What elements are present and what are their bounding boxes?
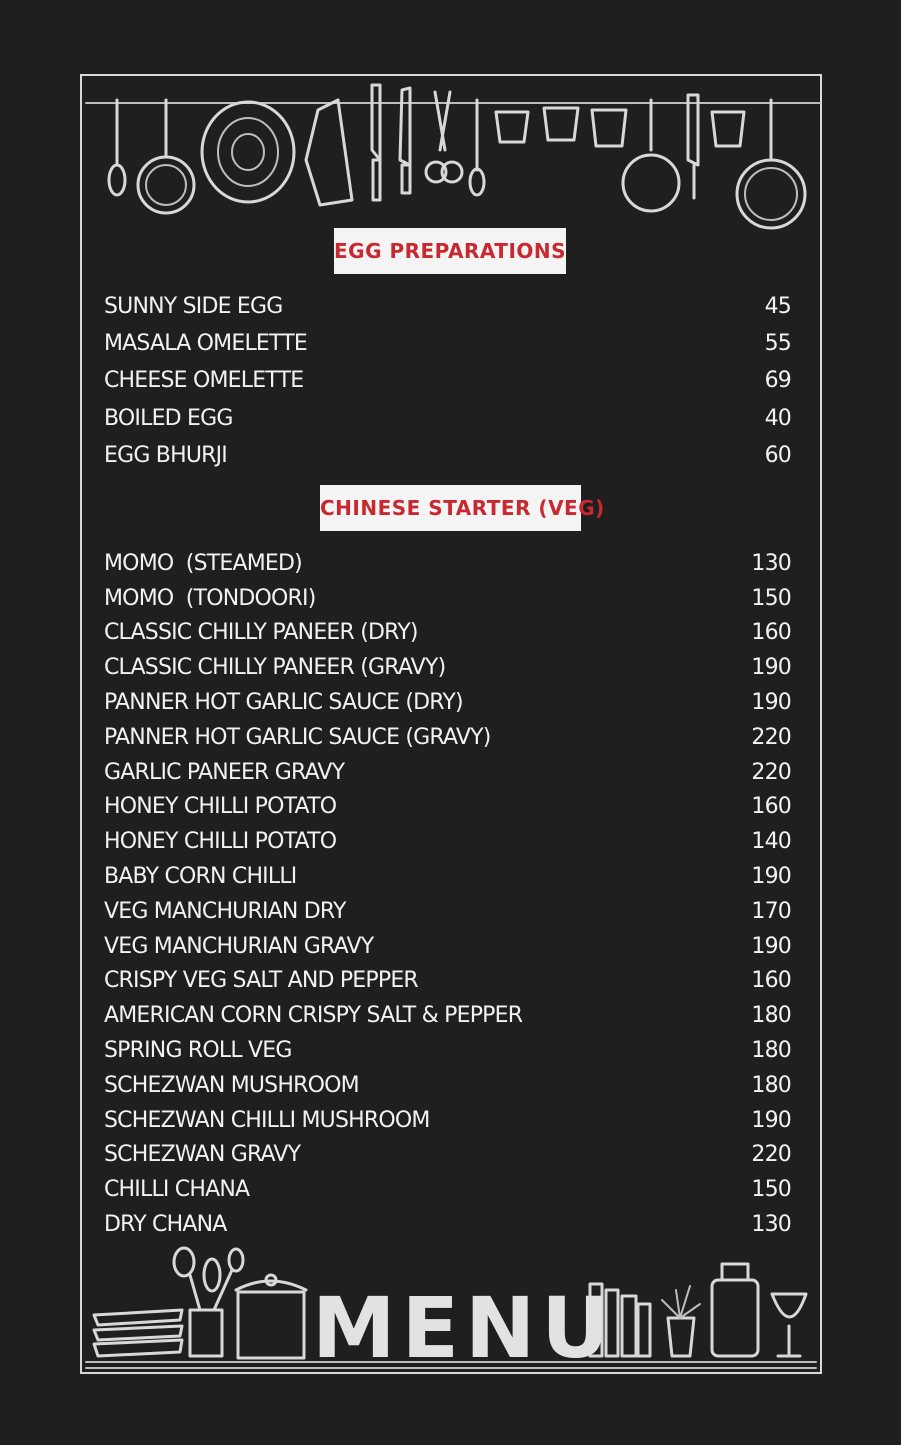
menu-item bbox=[104, 1207, 791, 1242]
item-price: 55 bbox=[764, 331, 791, 357]
item-name: VEG MANCHURIAN GRAVY bbox=[104, 933, 374, 959]
menu-item bbox=[104, 964, 791, 999]
item-price: 160 bbox=[751, 620, 791, 646]
item-name: BOILED EGG bbox=[104, 405, 233, 431]
item-name: HONEY CHILLI POTATO bbox=[104, 829, 337, 855]
menu-item bbox=[104, 720, 791, 755]
item-price: 190 bbox=[751, 933, 791, 959]
menu-item bbox=[104, 325, 791, 362]
item-name: HONEY CHILLI POTATO bbox=[104, 794, 337, 820]
menu-item bbox=[104, 685, 791, 720]
menu-item bbox=[104, 1033, 791, 1068]
menu-item bbox=[104, 1068, 791, 1103]
chinese-starter-list bbox=[104, 546, 791, 1242]
item-name: MASALA OMELETTE bbox=[104, 331, 308, 357]
item-name: SUNNY SIDE EGG bbox=[104, 294, 283, 320]
menu-item bbox=[104, 581, 791, 616]
item-price: 220 bbox=[751, 724, 791, 750]
item-price: 180 bbox=[751, 1003, 791, 1029]
section-title-egg-preparations: EGG PREPARATIONS bbox=[334, 228, 566, 274]
item-price: 130 bbox=[751, 1212, 791, 1238]
menu-item bbox=[104, 362, 791, 399]
menu-item bbox=[104, 894, 791, 929]
menu-item bbox=[104, 650, 791, 685]
menu-item bbox=[104, 790, 791, 825]
item-price: 190 bbox=[751, 690, 791, 716]
item-price: 180 bbox=[751, 1072, 791, 1098]
item-price: 150 bbox=[751, 585, 791, 611]
item-price: 220 bbox=[751, 1142, 791, 1168]
menu-item bbox=[104, 859, 791, 894]
item-price: 190 bbox=[751, 655, 791, 681]
item-name: SPRING ROLL VEG bbox=[104, 1038, 292, 1064]
item-name: BABY CORN CHILLI bbox=[104, 864, 297, 890]
menu-word-art: MENU bbox=[312, 1279, 616, 1377]
item-name: SCHEZWAN CHILLI MUSHROOM bbox=[104, 1107, 430, 1133]
menu-item bbox=[104, 755, 791, 790]
item-name: MOMO (TONDOORI) bbox=[104, 585, 316, 611]
item-price: 190 bbox=[751, 1107, 791, 1133]
item-price: 160 bbox=[751, 794, 791, 820]
item-price: 160 bbox=[751, 968, 791, 994]
item-price: 60 bbox=[764, 442, 791, 468]
menu-item bbox=[104, 998, 791, 1033]
item-price: 180 bbox=[751, 1038, 791, 1064]
egg-preparations-list bbox=[104, 288, 791, 474]
item-price: 220 bbox=[751, 759, 791, 785]
menu-item bbox=[104, 1138, 791, 1173]
item-price: 130 bbox=[751, 550, 791, 576]
menu-item bbox=[104, 824, 791, 859]
item-price: 150 bbox=[751, 1177, 791, 1203]
item-price: 40 bbox=[764, 405, 791, 431]
item-name: PANNER HOT GARLIC SAUCE (GRAVY) bbox=[104, 724, 491, 750]
menu-item bbox=[104, 400, 791, 437]
item-name: AMERICAN CORN CRISPY SALT & PEPPER bbox=[104, 1003, 523, 1029]
item-price: 190 bbox=[751, 864, 791, 890]
item-name: SCHEZWAN GRAVY bbox=[104, 1142, 301, 1168]
item-name: CHILLI CHANA bbox=[104, 1177, 250, 1203]
item-name: CHEESE OMELETTE bbox=[104, 368, 304, 394]
item-name: DRY CHANA bbox=[104, 1212, 227, 1238]
item-price: 170 bbox=[751, 898, 791, 924]
item-name: CLASSIC CHILLY PANEER (GRAVY) bbox=[104, 655, 446, 681]
menu-item bbox=[104, 437, 791, 474]
menu-item bbox=[104, 616, 791, 651]
item-name: CLASSIC CHILLY PANEER (DRY) bbox=[104, 620, 418, 646]
item-name: PANNER HOT GARLIC SAUCE (DRY) bbox=[104, 690, 463, 716]
hanging-utensils-icon bbox=[0, 0, 901, 240]
menu-item bbox=[104, 1172, 791, 1207]
menu-item bbox=[104, 1103, 791, 1138]
item-name: VEG MANCHURIAN DRY bbox=[104, 898, 346, 924]
item-name: GARLIC PANEER GRAVY bbox=[104, 759, 345, 785]
item-price: 45 bbox=[764, 294, 791, 320]
item-name: SCHEZWAN MUSHROOM bbox=[104, 1072, 359, 1098]
item-price: 69 bbox=[764, 368, 791, 394]
menu-item bbox=[104, 546, 791, 581]
menu-item bbox=[104, 929, 791, 964]
item-name: MOMO (STEAMED) bbox=[104, 550, 302, 576]
section-title-chinese-starter: CHINESE STARTER (VEG) bbox=[320, 485, 581, 531]
item-price: 140 bbox=[751, 829, 791, 855]
item-name: EGG BHURJI bbox=[104, 442, 227, 468]
item-name: CRISPY VEG SALT AND PEPPER bbox=[104, 968, 418, 994]
menu-item bbox=[104, 288, 791, 325]
